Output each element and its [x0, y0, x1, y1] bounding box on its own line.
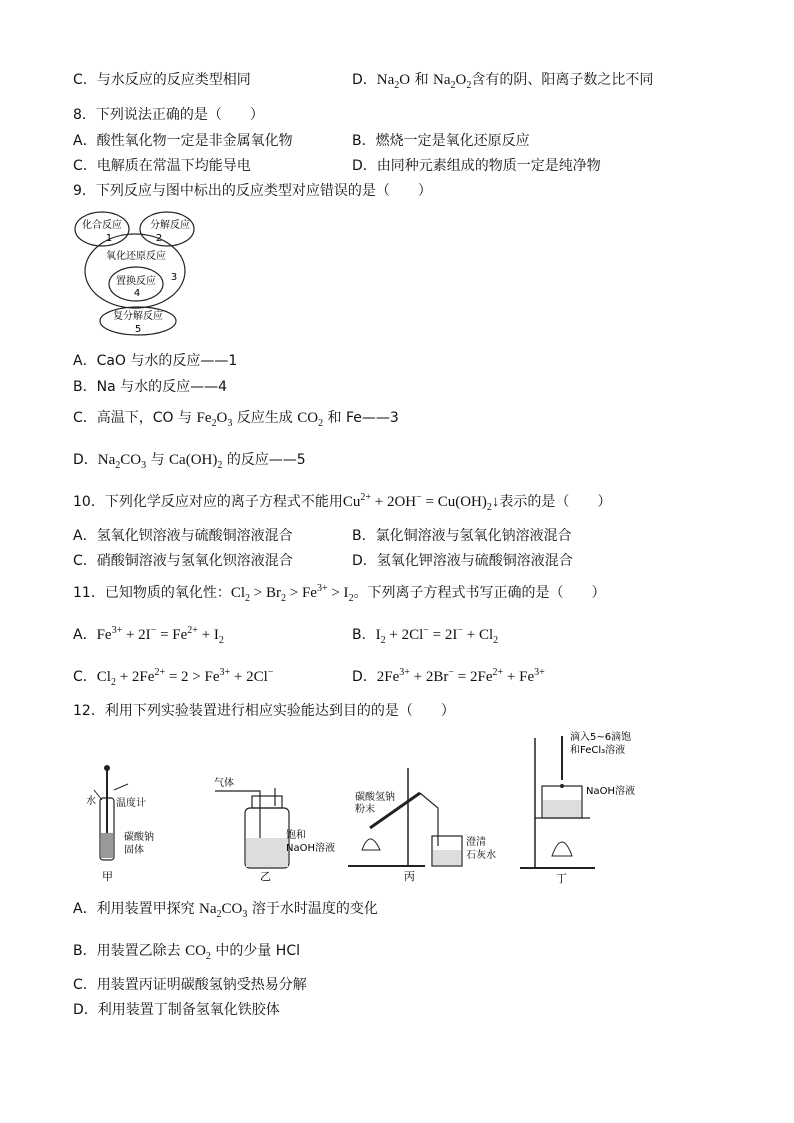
ding-drop-label-1: 滴入5~6滴饱 — [570, 732, 632, 743]
decomposition-number: 2 — [155, 233, 163, 244]
q8-option-b: B．燃烧一定是氧化还原反应 — [352, 133, 530, 149]
redox-label: 氧化还原反应 — [106, 251, 166, 262]
q12-option-b: B．用装置乙除去 $CO_2$ 中的少量 HCl — [73, 943, 301, 962]
q7-option-d: D．$Na_2O$ 和 $Na_2O_2$含有的阴、阳离子数之比不同 — [352, 72, 654, 91]
q11-stem: 11．已知物质的氧化性：$Cl_2 > Br_2 > Fe^{3+} > I_2$。下列离子方程式书写正确的是（ ） — [73, 583, 606, 604]
jia-label: 甲 — [102, 870, 113, 883]
bing-limewater-label-1: 澄清 — [466, 837, 486, 848]
yi-gas-label: 气体 — [214, 778, 234, 789]
q10-option-b: B．氯化铜溶液与氢氧化钠溶液混合 — [352, 528, 572, 544]
q9-stem: 9．下列反应与图中标出的反应类型对应错误的是（ ） — [73, 183, 432, 199]
jia-solid-label-1: 碳酸钠 — [124, 832, 154, 843]
q8-option-c: C．电解质在常温下均能导电 — [73, 158, 251, 174]
q10-option-d: D．氢氧化钾溶液与硫酸铜溶液混合 — [352, 553, 573, 569]
jia-thermometer-label: 温度计 — [116, 798, 146, 809]
bing-label: 丙 — [404, 870, 415, 883]
q7-option-c: C．与水反应的反应类型相同 — [73, 72, 251, 88]
apparatus-jia — [86, 765, 154, 883]
decomposition-label: 分解反应 — [150, 220, 190, 231]
redox-number: 3 — [170, 272, 178, 283]
q8-stem: 8．下列说法正确的是（ ） — [73, 107, 264, 123]
combination-number: 1 — [105, 233, 113, 244]
yi-solution-label-1: 饱和 — [286, 830, 306, 841]
yi-solution-label-2: NaOH溶液 — [286, 843, 335, 854]
jia-solid-label-2: 固体 — [124, 845, 144, 856]
ding-naoh-label: NaOH溶液 — [586, 786, 635, 797]
combination-label: 化合反应 — [82, 220, 122, 231]
q9-option-c: C．高温下，CO 与 $Fe_2O_3$ 反应生成 $CO_2$ 和 Fe——3 — [73, 410, 399, 429]
bing-powder-label-1: 碳酸氢钠 — [355, 792, 395, 803]
q12-option-a: A．利用装置甲探究 $Na_2CO_3$ 溶于水时温度的变化 — [73, 901, 378, 920]
apparatus-bing — [348, 768, 496, 883]
q9-option-b: B．Na 与水的反应——4 — [73, 379, 228, 395]
q11-option-c: C．$Cl_2 + 2Fe^{2+} = 2 > Fe^{3+} + 2Cl^-$ — [73, 667, 274, 688]
q12-option-c: C．用装置丙证明碳酸氢钠受热易分解 — [73, 977, 307, 993]
q11-option-b: B．$I_2 + 2Cl^- = 2I^- + Cl_2$ — [352, 625, 499, 646]
metathesis-number: 5 — [134, 324, 142, 335]
q8-option-a: A．酸性氧化物一定是非金属氧化物 — [73, 133, 293, 149]
reaction-type-venn-diagram — [74, 208, 214, 336]
displacement-number: 4 — [133, 288, 141, 299]
jia-water-label: 水 — [86, 796, 96, 807]
q10-option-a: A．氢氧化钡溶液与硫酸铜溶液混合 — [73, 528, 293, 544]
metathesis-label: 复分解反应 — [113, 311, 163, 322]
displacement-label: 置换反应 — [116, 276, 156, 287]
bing-limewater-label-2: 石灰水 — [466, 850, 496, 861]
yi-label: 乙 — [260, 870, 271, 883]
q11-option-d: D．$2Fe^{3+} + 2Br^- = 2Fe^{2+} + Fe^{3+}$ — [352, 667, 545, 685]
q10-option-c: C．硝酸铜溶液与氢氧化钡溶液混合 — [73, 553, 293, 569]
experiment-apparatus-figure — [80, 728, 640, 888]
apparatus-ding — [520, 730, 635, 885]
q8-option-d: D．由同种元素组成的物质一定是纯净物 — [352, 158, 601, 174]
q10-stem: 10．下列化学反应对应的离子方程式不能用$Cu^{2+} + 2OH^-$ = $Cu(OH)_2↓$表示的是（ ） — [73, 492, 612, 513]
q12-stem: 12．利用下列实验装置进行相应实验能达到目的的是（ ） — [73, 703, 455, 719]
ding-label: 丁 — [556, 872, 567, 885]
ding-drop-label-2: 和FeCl₃溶液 — [570, 745, 626, 756]
bing-powder-label-2: 粉末 — [355, 804, 375, 815]
q12-option-d: D．利用装置丁制备氢氧化铁胶体 — [73, 1002, 280, 1018]
q9-option-a: A．CaO 与水的反应——1 — [73, 353, 238, 369]
apparatus-yi — [214, 776, 335, 883]
q9-option-d: D．$Na_2CO_3$ 与 $Ca(OH)_2$ 的反应——5 — [73, 452, 306, 471]
q11-option-a: A．$Fe^{3+} + 2I^- = Fe^{2+} + I_2$ — [73, 625, 224, 646]
